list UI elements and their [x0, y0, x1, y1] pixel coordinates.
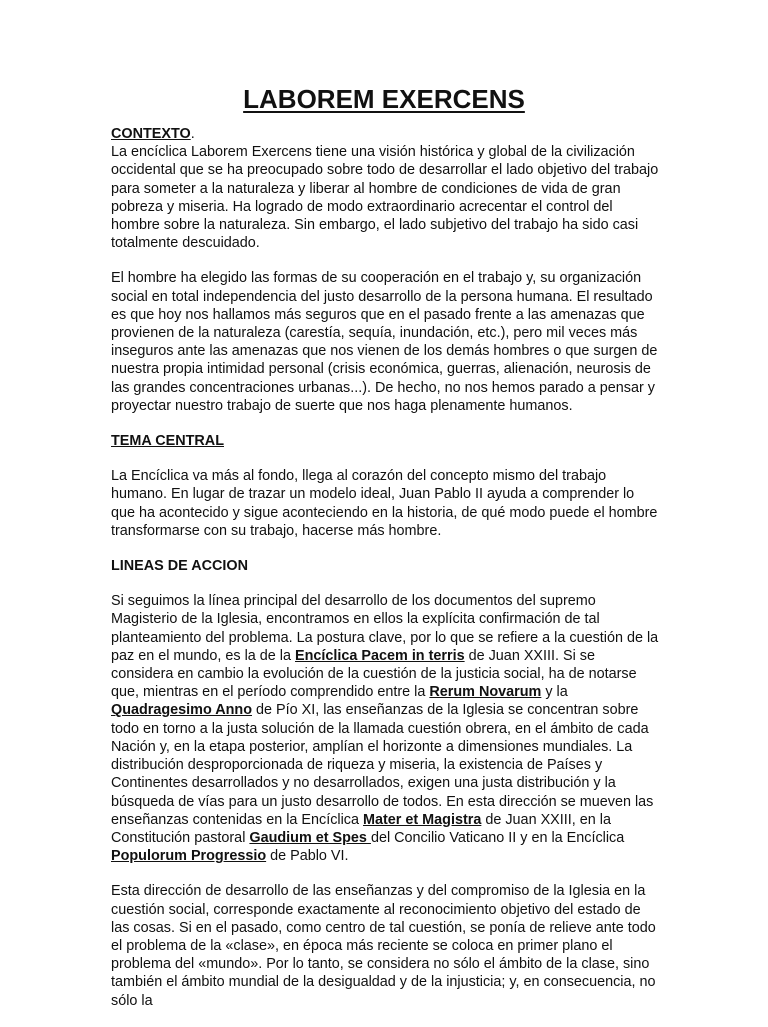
lineas-text-1: Si seguimos la línea principal del desarrollo de los documentos del supremo Magisterio de la Iglesia, encontramos en ellos la explícita confirmación de tal planteamiento del problema. La postura clave, por lo que se refiere a la cuestión de la paz en el mundo, es la de la	[111, 593, 659, 664]
link-mater-et-magistra[interactable]: Mater et Magistra	[363, 811, 482, 828]
document-title: LABOREM EXERCENS	[243, 84, 525, 114]
link-rerum-novarum[interactable]: Rerum Novarum	[429, 684, 542, 701]
link-populorum-progressio[interactable]: Populorum Progressio	[111, 848, 267, 865]
contexto-paragraph-2: El hombre ha elegido las formas de su cooperación en el trabajo y, su organización social en total independencia del justo desarrollo de la persona humana. El resultado es que hoy nos hallamos más seguros que en el pasado frente a las amenazas que provienen de la naturaleza (carestía, sequía, inundación, etc.), pero mil veces más inseguros ante las amenazas que nos vienen de los demás hombres o que surgen de nuestra propia intimidad personal (crisis económica, guerras, alienación, neurosis de las grandes concentraciones urbanas...). De hecho, no nos hemos parado a pensar y proyectar nuestro trabajo de suerte que nos haga plenamente humanos.	[111, 270, 658, 414]
lineas-text-6: del Concilio Vaticano II y en la Encíclica	[370, 829, 625, 846]
link-quadragesimo-anno[interactable]: Quadragesimo Anno	[111, 702, 252, 719]
link-pacem-in-terris[interactable]: Encíclica Pacem in terris	[295, 647, 465, 664]
contexto-text-1: La encíclica Laborem Exercens tiene una visión histórica y global de la civilización occidental que se ha preocupado sobre todo de desarrollar el lado objetivo del trabajo para someter a la naturaleza y liberar al hombre de condiciones de vida de gran pobreza y miseria. Ha logrado de modo extraordinario acrecentar el control del hombre sobre la naturaleza. Sin embargo, el lado subjetivo del trabajo ha sido casi totalmente descuidado.	[111, 144, 659, 252]
lineas-paragraph-1	[111, 592, 659, 865]
link-gaudium-et-spes[interactable]: Gaudium et Spes	[249, 829, 371, 846]
tema-central-heading: TEMA CENTRAL	[111, 433, 224, 450]
contexto-heading-suffix: .	[190, 126, 195, 142]
document-body	[111, 125, 659, 1027]
lineas-heading: LINEAS DE ACCION	[111, 558, 248, 575]
contexto-paragraph-1	[111, 125, 659, 252]
lineas-text-7: de Pablo VI.	[266, 848, 349, 865]
contexto-heading: CONTEXTO	[111, 126, 191, 142]
lineas-text-3: y la	[541, 684, 568, 701]
lineas-text-2: de Juan XXIII. Si se considera en cambio la evolución de la cuestión de la justicia social, ha de notarse que, mientras en el período comprendido entre la	[111, 647, 637, 701]
tema-central-paragraph: La Encíclica va más al fondo, llega al corazón del concepto mismo del trabajo humano. En lugar de trazar un modelo ideal, Juan Pablo II ayuda a comprender lo que ha acontecido y sigue aconteciendo en la historia, de qué modo puede el hombre transformarse con su trabajo, hacerse más hombre.	[111, 468, 658, 539]
lineas-paragraph-2: Esta dirección de desarrollo de las enseñanzas y del compromiso de la Iglesia en la cuestión social, corresponde exactamente al reconocimiento objetivo del estado de las cosas. Si en el pasado, como centro de tal cuestión, se ponía de relieve ante todo el problema de la «clase», en época más reciente se coloca en primer plano el problema del «mundo». Por lo tanto, se considera no sólo el ámbito de la clase, sino también el ámbito mundial de la desigualdad y de la injusticia; y, en consecuencia, no sólo la	[111, 883, 656, 1009]
lineas-text-4: de Pío XI, las enseñanzas de la Iglesia se concentran sobre todo en torno a la justa solución de la llamada cuestión obrera, en el ámbito de cada Nación y, en la etapa posterior, amplían el horizonte a dimensiones mundiales. La distribución desproporcionada de riqueza y miseria, la existencia de Países y Continentes desarrollados y no desarrollados, exigen una justa distribución y la búsqueda de vías para un justo desarrollo de todos. En esta dirección se mueven las enseñanzas contenidas en la Encíclica	[111, 702, 654, 828]
lineas-text-5: de Juan XXIII, en la Constitución pastoral	[111, 811, 611, 846]
